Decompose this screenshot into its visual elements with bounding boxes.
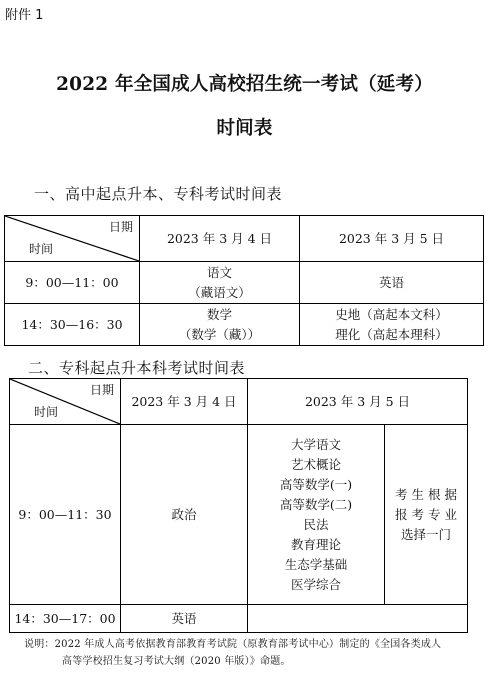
subject-line: （数学（藏））: [178, 326, 261, 342]
list-item: 高等数学(一): [279, 476, 353, 492]
footnote: [24, 636, 479, 670]
subject-line: 数学: [206, 306, 232, 322]
time-cell: 14：30—16：30: [5, 304, 140, 346]
subject-line: 史地（高起本文科）: [335, 306, 448, 322]
note-line: 报 考 专 业: [395, 506, 457, 522]
schedule-table-2: [9, 378, 468, 633]
list-item: 教育理论: [290, 536, 341, 552]
list-item: 高等数学(二): [279, 496, 353, 512]
corner-date-label: 日期: [89, 383, 114, 397]
subject-cell: 政治: [121, 425, 248, 605]
corner-date-label: 日期: [108, 220, 133, 234]
list-item: 大学语文: [290, 436, 341, 452]
list-item: 民法: [303, 516, 329, 532]
subject-cell: 英语: [121, 605, 248, 633]
list-item: 生态学基础: [284, 556, 348, 572]
corner-cell: [5, 216, 140, 262]
list-item: 医学综合: [290, 576, 341, 592]
subject-cell: [300, 304, 484, 346]
schedule-table-1: [4, 215, 484, 346]
section1-heading: 一、高中起点升本、专科考试时间表: [34, 185, 283, 203]
table-row: [5, 262, 484, 304]
date-header: 2023 年 3 月 4 日: [121, 379, 248, 425]
corner-cell: [10, 379, 121, 425]
subject-cell: [140, 304, 300, 346]
list-item: 艺术概论: [290, 456, 341, 472]
subject-cell: [140, 262, 300, 304]
footnote-line-2: 高等学校招生复习考试大纲（2020 年版）》命题。: [62, 656, 291, 667]
elective-note: [385, 425, 468, 605]
footnote-line-1: 说明：2022 年成人高考依据教育部教育考试院（原教育部考试中心）制定的《全国各类成人: [24, 639, 442, 650]
subject-line: 理化（高起本理科）: [335, 326, 448, 342]
date-header: 2023 年 3 月 5 日: [300, 216, 484, 262]
note-line: 选择一门: [400, 526, 451, 542]
table-row: [10, 605, 468, 633]
page-subtitle: 时间表: [216, 118, 273, 139]
section2-heading: 二、专科起点升本科考试时间表: [28, 359, 246, 377]
date-header: 2023 年 3 月 5 日: [248, 379, 468, 425]
date-header: 2023 年 3 月 4 日: [140, 216, 300, 262]
table-row: [5, 304, 484, 346]
empty-cell: [248, 605, 468, 633]
corner-time-label: 时间: [34, 405, 59, 419]
subject-line: 语文: [206, 264, 232, 280]
time-cell: 9：00—11：30: [10, 425, 121, 605]
subject-cell: 英语: [300, 262, 484, 304]
time-cell: 9：00—11：00: [5, 262, 140, 304]
time-cell: 14：30—17：00: [10, 605, 121, 633]
note-line: 考 生 根 据: [395, 486, 457, 502]
elective-list: [248, 425, 385, 605]
page-title: 2022 年全国成人高校招生统一考试（延考）: [56, 74, 433, 95]
subject-line: （藏语文）: [188, 284, 251, 300]
attachment-label: 附件 1: [5, 8, 44, 23]
table-row: [10, 425, 468, 605]
corner-time-label: 时间: [29, 242, 54, 256]
